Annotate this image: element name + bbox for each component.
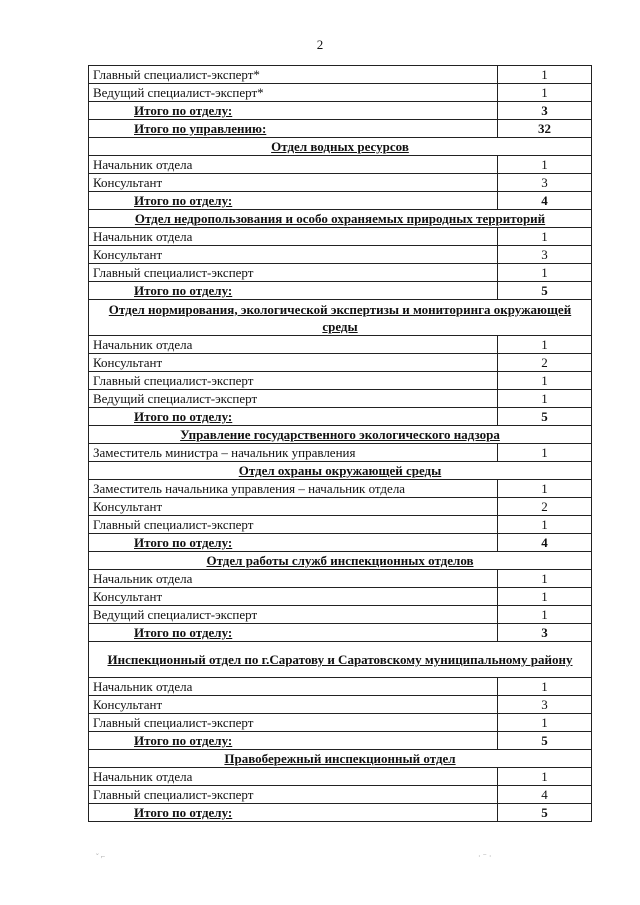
total-row [89, 102, 592, 120]
position-title: Консультант [89, 498, 498, 516]
position-title: Консультант [89, 696, 498, 714]
department-name: Отдел нормирования, экологической экспертизы и мониторинга окружающей среды [89, 300, 592, 336]
position-row [89, 372, 592, 390]
position-count: 2 [498, 498, 592, 516]
position-title: Начальник отдела [89, 570, 498, 588]
position-count: 1 [498, 390, 592, 408]
position-title: Главный специалист-эксперт* [89, 66, 498, 84]
position-title: Ведущий специалист-эксперт* [89, 84, 498, 102]
position-row [89, 714, 592, 732]
total-row [89, 624, 592, 642]
total-row [89, 120, 592, 138]
total-count: 32 [498, 120, 592, 138]
total-row [89, 192, 592, 210]
position-title: Главный специалист-эксперт [89, 786, 498, 804]
total-count: 4 [498, 192, 592, 210]
position-title: Начальник отдела [89, 228, 498, 246]
position-count: 1 [498, 714, 592, 732]
scan-mark: ˘ ⌐ [96, 852, 106, 861]
position-title: Консультант [89, 246, 498, 264]
position-count: 1 [498, 336, 592, 354]
position-row [89, 84, 592, 102]
position-title: Главный специалист-эксперт [89, 372, 498, 390]
position-row [89, 66, 592, 84]
department-name: Отдел работы служб инспекционных отделов [89, 552, 592, 570]
total-count: 3 [498, 102, 592, 120]
position-count: 1 [498, 678, 592, 696]
position-row [89, 174, 592, 192]
department-header-row [89, 462, 592, 480]
position-row [89, 786, 592, 804]
total-row [89, 804, 592, 822]
position-title: Начальник отдела [89, 678, 498, 696]
total-row [89, 534, 592, 552]
position-count: 1 [498, 516, 592, 534]
department-header-row [89, 642, 592, 678]
department-header-row [89, 426, 592, 444]
total-label: Итого по отделу: [89, 192, 498, 210]
position-count: 1 [498, 606, 592, 624]
position-row [89, 588, 592, 606]
position-row [89, 480, 592, 498]
position-title: Начальник отдела [89, 336, 498, 354]
position-row [89, 444, 592, 462]
total-count: 4 [498, 534, 592, 552]
total-count: 5 [498, 282, 592, 300]
position-count: 1 [498, 84, 592, 102]
position-row [89, 156, 592, 174]
position-count: 4 [498, 786, 592, 804]
position-count: 1 [498, 264, 592, 282]
position-count: 1 [498, 372, 592, 390]
position-count: 2 [498, 354, 592, 372]
position-row [89, 678, 592, 696]
department-name: Отдел водных ресурсов [89, 138, 592, 156]
position-title: Консультант [89, 354, 498, 372]
position-count: 1 [498, 570, 592, 588]
staffing-table [88, 65, 592, 822]
department-header-row [89, 300, 592, 336]
total-row [89, 408, 592, 426]
position-row [89, 336, 592, 354]
position-row [89, 768, 592, 786]
position-count: 1 [498, 480, 592, 498]
position-title: Заместитель министра – начальник управления [89, 444, 498, 462]
department-header-row [89, 138, 592, 156]
position-count: 1 [498, 444, 592, 462]
position-row [89, 606, 592, 624]
department-name: Инспекционный отдел по г.Саратову и Саратовскому муниципальному району [89, 642, 592, 678]
scan-mark: · ⁻ · [478, 852, 492, 861]
position-row [89, 354, 592, 372]
department-name: Отдел охраны окружающей среды [89, 462, 592, 480]
total-label: Итого по отделу: [89, 408, 498, 426]
total-label: Итого по отделу: [89, 732, 498, 750]
position-count: 1 [498, 228, 592, 246]
position-title: Ведущий специалист-эксперт [89, 606, 498, 624]
department-header-row [89, 750, 592, 768]
total-label: Итого по отделу: [89, 804, 498, 822]
total-label: Итого по управлению: [89, 120, 498, 138]
total-count: 5 [498, 732, 592, 750]
department-name: Управление государственного экологического надзора [89, 426, 592, 444]
position-title: Ведущий специалист-эксперт [89, 390, 498, 408]
position-row [89, 390, 592, 408]
position-row [89, 228, 592, 246]
total-count: 5 [498, 408, 592, 426]
position-count: 3 [498, 696, 592, 714]
total-label: Итого по отделу: [89, 624, 498, 642]
position-count: 3 [498, 174, 592, 192]
position-title: Главный специалист-эксперт [89, 264, 498, 282]
position-count: 1 [498, 66, 592, 84]
total-row [89, 732, 592, 750]
position-title: Консультант [89, 174, 498, 192]
position-title: Начальник отдела [89, 768, 498, 786]
total-label: Итого по отделу: [89, 282, 498, 300]
position-count: 1 [498, 156, 592, 174]
position-count: 1 [498, 588, 592, 606]
position-title: Заместитель начальника управления – начальник отдела [89, 480, 498, 498]
total-label: Итого по отделу: [89, 534, 498, 552]
department-header-row [89, 210, 592, 228]
total-count: 3 [498, 624, 592, 642]
total-label: Итого по отделу: [89, 102, 498, 120]
position-row [89, 264, 592, 282]
position-row [89, 516, 592, 534]
position-row [89, 570, 592, 588]
position-row [89, 246, 592, 264]
total-row [89, 282, 592, 300]
position-count: 1 [498, 768, 592, 786]
staffing-table-body [89, 66, 592, 822]
position-title: Главный специалист-эксперт [89, 714, 498, 732]
department-name: Отдел недропользования и особо охраняемых природных территорий [89, 210, 592, 228]
total-count: 5 [498, 804, 592, 822]
position-row [89, 498, 592, 516]
position-title: Начальник отдела [89, 156, 498, 174]
position-title: Консультант [89, 588, 498, 606]
position-title: Главный специалист-эксперт [89, 516, 498, 534]
position-count: 3 [498, 246, 592, 264]
department-name: Правобережный инспекционный отдел [89, 750, 592, 768]
position-row [89, 696, 592, 714]
department-header-row [89, 552, 592, 570]
page-number: 2 [316, 37, 324, 52]
